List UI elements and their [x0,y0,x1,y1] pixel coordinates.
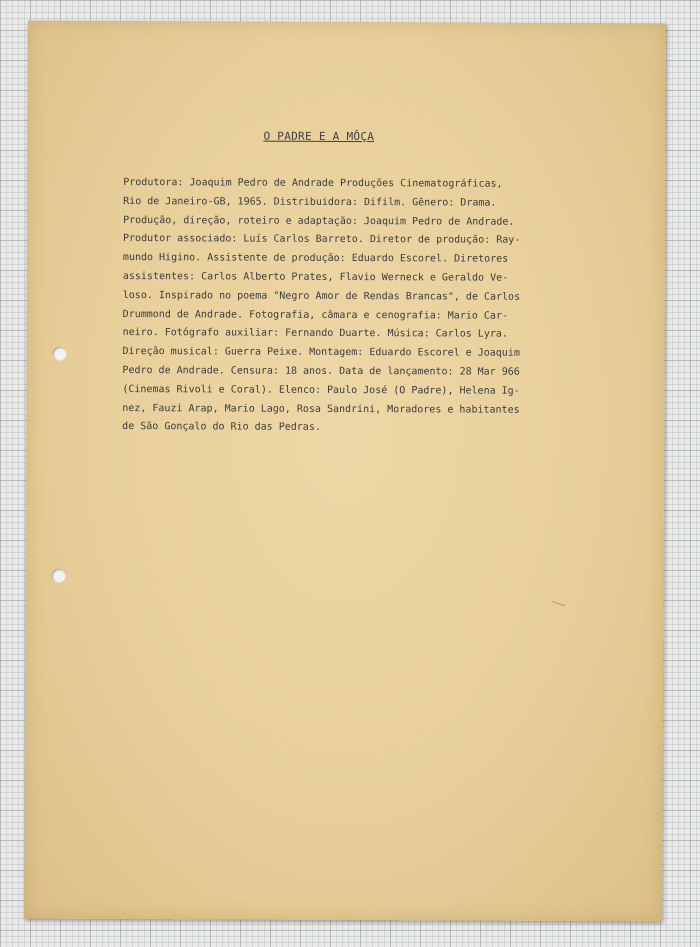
text-line: de São Gonçalo do Rio das Pedras. [122,421,321,434]
text-line: Produtor associado: Luís Carlos Barreto. Diretor de produção: Ray- [122,233,521,247]
text-line: Produtora: Joaquim Pedro de Andrade Produções Cinematográficas, [123,177,503,190]
text-line: Direção musical: Guerra Peixe. Montagem: Eduardo Escorel e Joaquim [122,346,520,359]
typewritten-page [24,21,666,922]
pencil-mark [550,601,565,610]
credits-paragraph [122,174,601,439]
punch-hole [52,347,66,361]
text-line: mundo Higino. Assistente de produção: Eduardo Escorel. Diretores [122,252,509,265]
text-line: nez, Fauzi Arap, Mario Lago, Rosa Sandrini, Moradores e habitantes [122,402,520,416]
text-line: Drummond de Andrade. Fotografia, câmara e cenografia: Mario Car- [122,308,509,322]
text-line: loso. Inspirado no poema "Negro Amor de Rendas Brancas", de Carlos [122,289,521,303]
text-line: (Cinemas Rivoli e Coral). Elenco: Paulo José (O Padre), Helena Ig- [122,383,520,397]
text-line: Pedro de Andrade. Censura: 18 anos. Data de lançamento: 28 Mar 966 [122,364,520,378]
document-title: O PADRE E A MÔÇA [263,129,375,144]
text-line: Produção, direção, roteiro e adaptação: Joaquim Pedro de Andrade. [123,214,515,228]
text-line: neiro. Fotógrafo auxiliar: Fernando Duarte. Música: Carlos Lyra. [122,327,508,341]
text-line: Rio de Janeiro-GB, 1965. Distribuidora: Difilm. Gênero: Drama. [123,195,497,209]
text-line: assistentes: Carlos Alberto Prates, Flavio Werneck e Geraldo Ve- [122,271,509,284]
punch-hole [52,569,66,583]
